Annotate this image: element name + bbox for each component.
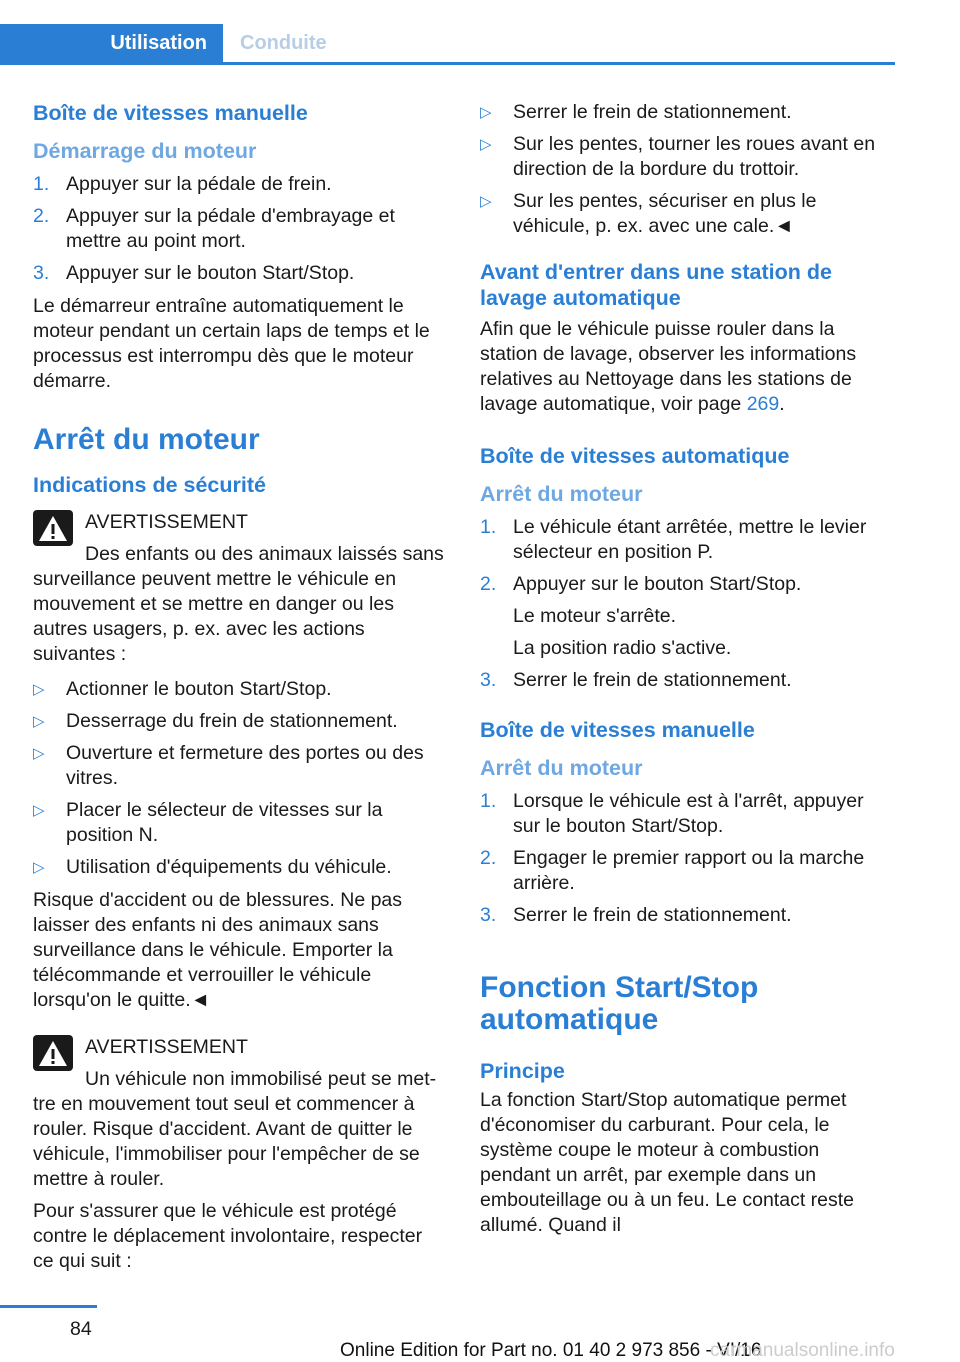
bullet-text: Placer le sélecteur de vitesses sur la position N. (66, 799, 383, 846)
heading-auto-engine-stop: Arrêt du moteur (480, 482, 643, 506)
warning-actions-list (33, 677, 445, 880)
heading-car-wash: Avant d'entrer dans une station de lavage automatique (480, 260, 832, 310)
heading-engine-start: Démarrage du moteur (33, 139, 257, 163)
bullet-text: Serrer le frein de stationnement. (513, 101, 792, 123)
list-item (480, 100, 892, 125)
heading-start-stop-function: Fonction Start/Stop automatique (480, 971, 759, 1036)
list-item (33, 709, 445, 734)
tab-conduite[interactable]: Conduite (240, 31, 327, 54)
bullet-triangle-icon: ▷ (33, 713, 45, 730)
warning-block-1 (33, 510, 445, 667)
car-wash-text: Afin que le véhicule puisse rouler dans la station de lavage, observer les informations relatives au Nettoyage dans les stations de lavage automatique, voir page (480, 318, 857, 415)
edition-note: Online Edition for Part no. 01 40 2 973 856 - VI/16 (340, 1340, 762, 1361)
bullet-text: Ouverture et fermeture des portes ou des vitres. (66, 742, 424, 789)
heading-safety: Indications de sécurité (33, 473, 266, 497)
step-result: La position radio s'active. (513, 637, 732, 659)
step-result: Le moteur s'arrête. (513, 605, 677, 627)
warning-text: tre en mouvement tout seul et commencer à rouler. Risque d'accident. Avant de quitter le véhicule, l'immobiliser pour l'empêcher de se mettre à rouler. (33, 1093, 420, 1190)
step-text: Le véhicule étant arrêtée, mettre le levier sélecteur en position P. (513, 516, 867, 563)
list-item (33, 261, 445, 286)
step-number: 3. (480, 669, 497, 691)
page-number: 84 (70, 1318, 92, 1340)
heading-manual-gearbox-right: Boîte de vitesses manuelle (480, 718, 755, 742)
bullet-triangle-icon: ▷ (480, 136, 492, 153)
list-item (480, 132, 892, 182)
heading-engine-stop: Arrêt du moteur (33, 423, 260, 456)
warning-conclusion: Risque d'accident ou de blessures. Ne pas laisser des enfants ni des animaux sans surveillance dans le véhicule. Emporter la télécommande et verrouiller le véhicule lorsqu'on le quitte.◄ (33, 889, 403, 1011)
bullet-triangle-icon: ▷ (480, 193, 492, 210)
watermark: carmanualsonline.info (710, 1340, 895, 1361)
list-item (33, 677, 445, 702)
heading-principle: Principe (480, 1059, 565, 1083)
right-column (480, 100, 892, 1245)
step-text: Serrer le frein de stationnement. (513, 904, 792, 926)
bullet-triangle-icon: ▷ (33, 681, 45, 698)
warning-triangle-icon (33, 510, 73, 546)
footer-rule (0, 1305, 97, 1308)
warning-text-first-line: Un véhicule non immobilisé peut se met- (85, 1068, 437, 1090)
car-wash-end: . (779, 393, 785, 415)
step-number: 1. (33, 173, 50, 195)
step-number: 2. (33, 205, 50, 227)
step-text: Appuyer sur le bouton Start/Stop. (66, 262, 355, 284)
bullet-text: Desserrage du frein de stationnement. (66, 710, 398, 732)
step-text: Appuyer sur la pédale de frein. (66, 173, 332, 195)
bullet-triangle-icon: ▷ (33, 745, 45, 762)
bullet-text: Actionner le bouton Start/Stop. (66, 678, 332, 700)
page-link-269[interactable]: 269 (746, 393, 780, 415)
step-number: 1. (480, 790, 497, 812)
warning-title: AVERTISSEMENT (85, 511, 248, 533)
warning-title: AVERTISSEMENT (85, 1036, 248, 1058)
bullet-triangle-icon: ▷ (480, 104, 492, 121)
step-text: Appuyer sur la pédale d'embrayage et mettre au point mort. (66, 205, 395, 252)
list-item (480, 572, 892, 597)
list-item (480, 789, 892, 839)
tab-utilisation[interactable]: Utilisation (0, 24, 223, 62)
principle-paragraph: La fonction Start/Stop automatique permet d'économiser du carburant. Pour cela, le système coupe le moteur à combustion pendant un arrêt, par exemple dans un embouteillage ou à un feu. Le contact reste allumé. Quand il (480, 1089, 855, 1236)
step-text: Engager le premier rapport ou la marche arrière. (513, 847, 865, 894)
bullet-triangle-icon: ▷ (33, 802, 45, 819)
step-text: Appuyer sur le bouton Start/Stop. (513, 573, 802, 595)
heading-automatic-gearbox: Boîte de vitesses automatique (480, 444, 790, 468)
car-wash-paragraph (480, 317, 892, 417)
list-item (480, 903, 892, 928)
bullet-text: Sur les pentes, tourner les roues avant en direction de la bordure du trottoir. (513, 133, 876, 180)
list-item (480, 515, 892, 565)
immobilise-paragraph: Pour s'assurer que le véhicule est protégé contre le déplacement involontaire, respecter ce qui suit : (33, 1200, 423, 1272)
step-number: 3. (33, 262, 50, 284)
chapter-tab-bar (0, 24, 895, 65)
start-steps-list (33, 172, 445, 286)
step-number: 1. (480, 516, 497, 538)
step-number: 2. (480, 847, 497, 869)
list-item (33, 855, 445, 880)
manual-stop-steps (480, 789, 892, 928)
step-number: 3. (480, 904, 497, 926)
bullet-text: Utilisation d'équipements du véhicule. (66, 856, 392, 878)
list-item (33, 172, 445, 197)
bullet-triangle-icon: ▷ (33, 859, 45, 876)
step-text: Lorsque le véhicule est à l'arrêt, appuyer sur le bouton Start/Stop. (513, 790, 864, 837)
list-item (480, 668, 892, 693)
starter-paragraph: Le démarreur entraîne automatiquement le moteur pendant un certain laps de temps et le processus est interrompu dès que le moteur démarre. (33, 295, 430, 392)
step-text: Serrer le frein de stationnement. (513, 669, 792, 691)
parking-list (480, 100, 892, 239)
list-item (33, 741, 445, 791)
step-number: 2. (480, 573, 497, 595)
warning-block-2 (33, 1035, 445, 1192)
list-item (480, 189, 892, 239)
heading-manual-gearbox: Boîte de vitesses manuelle (33, 101, 308, 125)
warning-triangle-icon (33, 1035, 73, 1071)
heading-manual-engine-stop: Arrêt du moteur (480, 756, 643, 780)
bullet-text: Sur les pentes, sécuriser en plus le véhicule, p. ex. avec une cale.◄ (513, 190, 817, 237)
list-item (480, 846, 892, 896)
warning-text: surveillance peuvent mettre le véhicule en mouvement et se mettre en danger ou les autres usagers, p. ex. avec les actions suivantes : (33, 568, 397, 665)
list-item (33, 204, 445, 254)
auto-stop-steps (480, 515, 892, 693)
list-item (33, 798, 445, 848)
warning-text-first-line: Des enfants ou des animaux laissés sans (85, 543, 444, 565)
left-column (33, 100, 445, 1281)
